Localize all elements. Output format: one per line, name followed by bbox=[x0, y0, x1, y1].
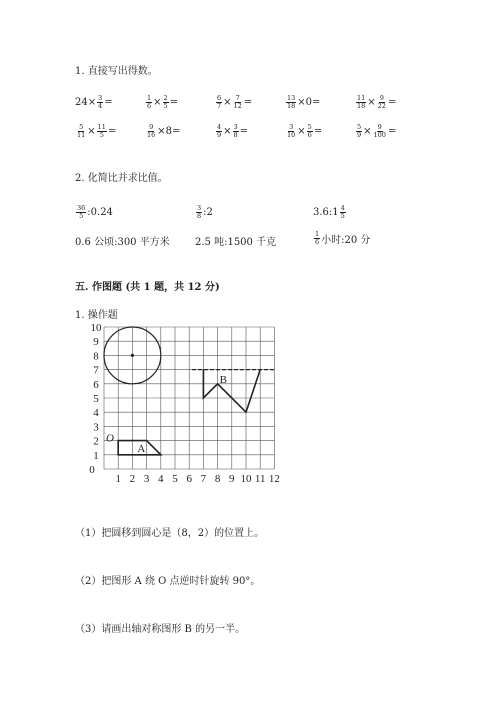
ratio-text: 3.6:1 bbox=[313, 207, 339, 218]
fraction bbox=[356, 95, 366, 110]
frac-num: 9 bbox=[377, 123, 382, 131]
calc-text: = bbox=[239, 126, 249, 137]
frac-num: 36 bbox=[77, 204, 86, 212]
calc-item bbox=[215, 95, 285, 110]
fraction bbox=[286, 95, 296, 110]
frac-num: 3 bbox=[197, 204, 202, 212]
x-tick-label: 10 bbox=[240, 473, 252, 485]
calc-text: × bbox=[223, 97, 232, 108]
x-tick-label: 6 bbox=[186, 473, 192, 485]
x-tick-label: 3 bbox=[143, 473, 150, 485]
fraction bbox=[233, 124, 239, 139]
frac-den: 10 bbox=[287, 131, 296, 139]
calc-item bbox=[215, 124, 285, 139]
section2-title: 2. 化简比并求比值。 bbox=[75, 173, 168, 184]
calc-item bbox=[145, 124, 215, 139]
frac-num: 1 bbox=[315, 230, 320, 238]
frac-den: 9 bbox=[357, 131, 362, 139]
x-tick-label: 7 bbox=[200, 473, 207, 485]
ratio-item-a bbox=[75, 205, 113, 220]
section5-subtitle: 1. 操作题 bbox=[75, 310, 118, 321]
frac-den: 18 bbox=[287, 102, 296, 110]
x-tick-label: 4 bbox=[158, 473, 164, 485]
circle-center bbox=[131, 354, 134, 357]
calc-text: 24× bbox=[75, 97, 97, 108]
frac-num: 11 bbox=[357, 94, 366, 102]
calc-text: × bbox=[87, 126, 96, 137]
coordinate-grid bbox=[80, 322, 280, 502]
fraction bbox=[356, 124, 362, 139]
calc-row-1 bbox=[75, 95, 435, 110]
fraction bbox=[163, 95, 169, 110]
calc-text: = bbox=[387, 97, 397, 108]
frac-den: 4 bbox=[98, 102, 103, 110]
frac-den: 6 bbox=[315, 238, 320, 246]
frac-num: 7 bbox=[235, 94, 240, 102]
frac-num: 3 bbox=[233, 123, 238, 131]
calc-text: = bbox=[104, 97, 113, 108]
calc-text: = bbox=[107, 126, 117, 137]
frac-den: 5 bbox=[163, 102, 168, 110]
x-tick-label: 2 bbox=[129, 473, 136, 485]
fraction bbox=[373, 124, 387, 139]
ratio-item-b bbox=[195, 205, 213, 220]
label-b: B bbox=[219, 373, 227, 386]
frac-num: 2 bbox=[163, 94, 168, 102]
grid-figure bbox=[80, 322, 280, 502]
frac-den: 22 bbox=[377, 102, 386, 110]
frac-num: 3 bbox=[289, 123, 294, 131]
y-tick-label: 5 bbox=[93, 393, 99, 405]
section1-title: 1. 直接写出得数。 bbox=[75, 66, 158, 77]
frac-den: 5 bbox=[99, 131, 104, 139]
frac-den: 8 bbox=[233, 131, 238, 139]
y-tick-label: 2 bbox=[93, 435, 99, 448]
frac-num: 11 bbox=[97, 123, 106, 131]
ratio-text: 0.6 公顷:300 平方米 bbox=[75, 237, 170, 248]
calc-text: = bbox=[387, 126, 397, 137]
frac-num: 6 bbox=[217, 94, 222, 102]
fraction bbox=[146, 95, 152, 110]
ratio-text: 小时:20 分 bbox=[321, 235, 371, 246]
calc-text: × bbox=[223, 126, 232, 137]
frac-den: 11 bbox=[77, 131, 86, 139]
frac-num: 13 bbox=[287, 94, 296, 102]
calc-text: = bbox=[243, 97, 253, 108]
ratio-item-d bbox=[75, 233, 170, 248]
section5-heading: 五. 作图题 (共 1 题，共 12 分) bbox=[75, 282, 220, 293]
frac-den: 7 bbox=[217, 102, 222, 110]
frac-num: 5 bbox=[357, 123, 362, 131]
fraction bbox=[286, 124, 296, 139]
calc-item bbox=[355, 124, 425, 139]
frac-den: 18 bbox=[357, 102, 366, 110]
fraction bbox=[307, 124, 313, 139]
x-tick-label: 9 bbox=[229, 473, 235, 485]
y-tick-label: 10 bbox=[90, 322, 102, 334]
y-tick-label: 6 bbox=[93, 378, 99, 391]
x-tick-label: 11 bbox=[254, 473, 266, 485]
calc-text: × bbox=[153, 97, 162, 108]
frac-num: 9 bbox=[379, 94, 384, 102]
x-tick-label: 8 bbox=[214, 473, 221, 485]
frac-den: 16 bbox=[147, 131, 156, 139]
calc-item bbox=[285, 124, 355, 139]
fraction bbox=[216, 124, 222, 139]
ratio-item-f bbox=[313, 231, 370, 246]
calc-item bbox=[355, 95, 425, 110]
y-tick-label: 9 bbox=[93, 336, 99, 349]
calc-text: × bbox=[363, 126, 372, 137]
frac-num: 5 bbox=[307, 123, 312, 131]
calc-item bbox=[145, 95, 215, 110]
frac-den: 6 bbox=[147, 102, 152, 110]
frac-den: 5 bbox=[340, 212, 345, 220]
x-tick-label: 12 bbox=[268, 473, 280, 485]
frac-num: 1 bbox=[147, 94, 152, 102]
frac-den: 12 bbox=[233, 102, 242, 110]
calc-row-2 bbox=[75, 124, 435, 139]
fraction bbox=[377, 95, 387, 110]
frac-num: 9 bbox=[149, 123, 154, 131]
label-a: A bbox=[137, 442, 146, 455]
calc-text: ×0= bbox=[297, 97, 321, 108]
calc-item bbox=[285, 95, 355, 110]
ratio-text: :2 bbox=[203, 207, 213, 218]
fraction bbox=[97, 124, 107, 139]
x-tick-label: 5 bbox=[172, 473, 178, 485]
frac-num: 4 bbox=[217, 123, 222, 131]
calc-text: ×8= bbox=[157, 126, 181, 137]
frac-den: 9 bbox=[217, 131, 222, 139]
fraction bbox=[216, 95, 222, 110]
y-tick-label: 8 bbox=[93, 350, 99, 363]
frac-num: 3 bbox=[98, 94, 103, 102]
frac-den: 5 bbox=[79, 212, 84, 220]
calc-text: = bbox=[169, 97, 179, 108]
y-tick-label: 7 bbox=[93, 364, 99, 377]
calc-item bbox=[75, 124, 145, 139]
frac-num: 5 bbox=[79, 123, 84, 131]
y-tick-label: 3 bbox=[93, 421, 99, 434]
fraction bbox=[146, 124, 156, 139]
fraction bbox=[76, 124, 86, 139]
frac-den: 100 bbox=[373, 131, 386, 139]
ratio-text: :0.24 bbox=[87, 207, 113, 218]
x-tick-label: 0 bbox=[89, 464, 95, 476]
calc-item bbox=[75, 95, 145, 110]
question-3: （3）请画出轴对称图形 B 的另一半。 bbox=[75, 624, 246, 635]
frac-num: 4 bbox=[340, 204, 345, 212]
calc-text: × bbox=[367, 97, 376, 108]
fraction bbox=[233, 95, 243, 110]
label-o: O bbox=[106, 432, 114, 445]
y-tick-label: 4 bbox=[93, 407, 99, 420]
ratio-item-e bbox=[195, 233, 276, 248]
question-1: （1）把圆移到圆心是（8，2）的位置上。 bbox=[75, 528, 265, 539]
frac-den: 8 bbox=[197, 212, 202, 220]
frac-den: 6 bbox=[307, 131, 312, 139]
ratio-item-c bbox=[313, 205, 347, 220]
calc-text: × bbox=[297, 126, 306, 137]
x-tick-label: 1 bbox=[115, 473, 121, 485]
calc-text: = bbox=[313, 126, 323, 137]
fraction bbox=[97, 95, 103, 110]
question-2: （2）把图形 A 绕 O 点逆时针旋转 90°。 bbox=[75, 576, 261, 587]
ratio-text: 2.5 吨:1500 千克 bbox=[195, 237, 277, 248]
y-tick-label: 1 bbox=[93, 449, 99, 462]
